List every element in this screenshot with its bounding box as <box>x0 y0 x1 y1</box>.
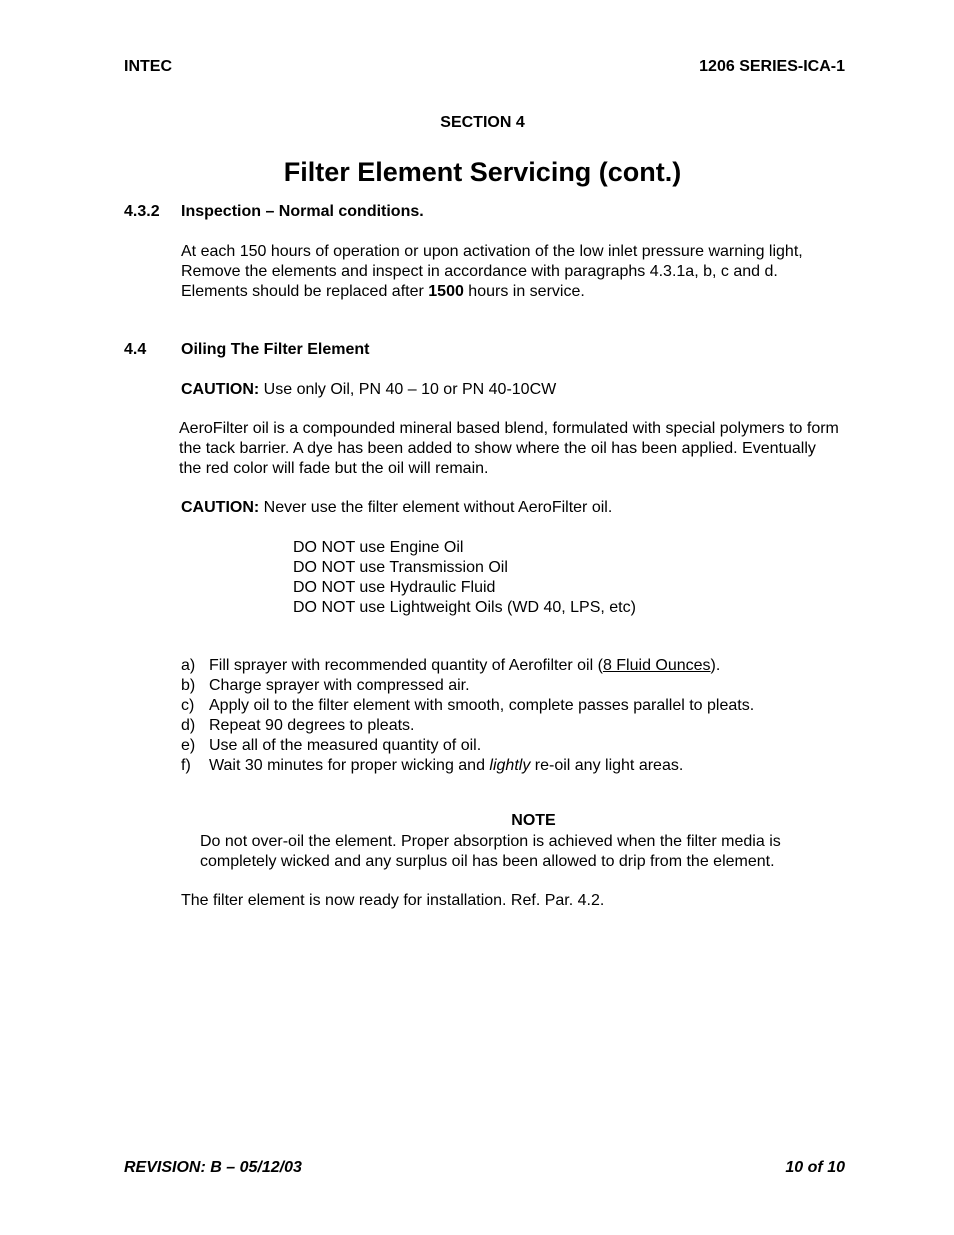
step-text <box>209 756 683 776</box>
inspection-line-3 <box>181 282 803 302</box>
step-marker: b) <box>181 677 196 694</box>
list-item: DO NOT use Lightweight Oils (WD 40, LPS, etc) <box>293 599 636 616</box>
step-marker: a) <box>181 657 196 674</box>
inspection-line-3-post: hours in service. <box>463 283 585 300</box>
replacement-hours: 1500 <box>428 283 464 300</box>
note-body <box>200 832 781 872</box>
step-text <box>209 656 720 676</box>
header-company: INTEC <box>124 58 172 75</box>
fluid-ounces-quantity: 8 Fluid Ounces <box>602 657 711 674</box>
page-title: Filter Element Servicing (cont.) <box>283 157 682 187</box>
list-item: DO NOT use Hydraulic Fluid <box>293 579 496 596</box>
oil-description-line-1: AeroFilter oil is a compounded mineral based blend, formulated with special polymers to form <box>179 420 839 437</box>
note-line-2: completely wicked and any surplus oil has been allowed to drip from the element. <box>200 853 775 870</box>
step-c <box>181 696 881 716</box>
section-number-4-4: 4.4 <box>124 341 147 358</box>
step-text: Use all of the measured quantity of oil. <box>209 737 482 754</box>
step-a-pre: Fill sprayer with recommended quantity of Aerofilter oil ( <box>209 657 603 674</box>
do-not-use-list <box>293 538 636 618</box>
step-marker: c) <box>181 697 195 714</box>
step-marker: f) <box>181 757 191 774</box>
oil-description <box>179 419 839 479</box>
step-e <box>181 736 881 756</box>
footer-page-number: 10 of 10 <box>785 1159 845 1176</box>
step-b <box>181 676 881 696</box>
caution-text: Never use the filter element without AeroFilter oil. <box>259 499 613 516</box>
section-heading-inspection: Inspection – Normal conditions. <box>181 203 424 220</box>
list-item: DO NOT use Transmission Oil <box>293 559 508 576</box>
inspection-line-1: At each 150 hours of operation or upon activation of the low inlet pressure warning light, <box>181 243 803 260</box>
caution-oil-type <box>181 380 556 400</box>
step-text: Charge sprayer with compressed air. <box>209 677 470 694</box>
inspection-line-2: Remove the elements and inspect in accordance with paragraphs 4.3.1a, b, c and d. <box>181 263 778 280</box>
step-a-post: ). <box>710 657 721 674</box>
step-f <box>181 756 881 776</box>
inspection-paragraph <box>181 242 803 302</box>
footer-revision: REVISION: B – 05/12/03 <box>124 1159 302 1176</box>
lightly-emphasis: lightly <box>489 757 531 774</box>
section-heading-oiling: Oiling The Filter Element <box>181 341 370 358</box>
closing-statement: The filter element is now ready for installation. Ref. Par. 4.2. <box>181 892 605 909</box>
caution-label: CAUTION: <box>181 381 260 398</box>
note-title: NOTE <box>511 812 556 829</box>
inspection-line-3-pre: Elements should be replaced after <box>181 283 429 300</box>
list-item: DO NOT use Engine Oil <box>293 539 464 556</box>
oiling-steps <box>181 656 881 776</box>
header-doc-number: 1206 SERIES-ICA-1 <box>699 58 845 75</box>
step-text: Repeat 90 degrees to pleats. <box>209 717 415 734</box>
section-number-4-3-2: 4.3.2 <box>124 203 160 220</box>
step-f-pre: Wait 30 minutes for proper wicking and <box>209 757 490 774</box>
step-a <box>181 656 881 676</box>
step-marker: d) <box>181 717 196 734</box>
caution-never-without-oil <box>181 498 612 518</box>
step-marker: e) <box>181 737 196 754</box>
step-f-post: re-oil any light areas. <box>530 757 684 774</box>
step-d <box>181 716 881 736</box>
step-text: Apply oil to the filter element with smooth, complete passes parallel to pleats. <box>209 697 755 714</box>
caution-label: CAUTION: <box>181 499 260 516</box>
oil-description-line-2: the tack barrier. A dye has been added to show where the oil has been applied. Eventually <box>179 440 816 457</box>
note-line-1: Do not over-oil the element. Proper absorption is achieved when the filter media is <box>200 833 781 850</box>
section-label: SECTION 4 <box>440 114 525 131</box>
caution-text: Use only Oil, PN 40 – 10 or PN 40-10CW <box>259 381 557 398</box>
oil-description-line-3: the red color will fade but the oil will remain. <box>179 460 489 477</box>
